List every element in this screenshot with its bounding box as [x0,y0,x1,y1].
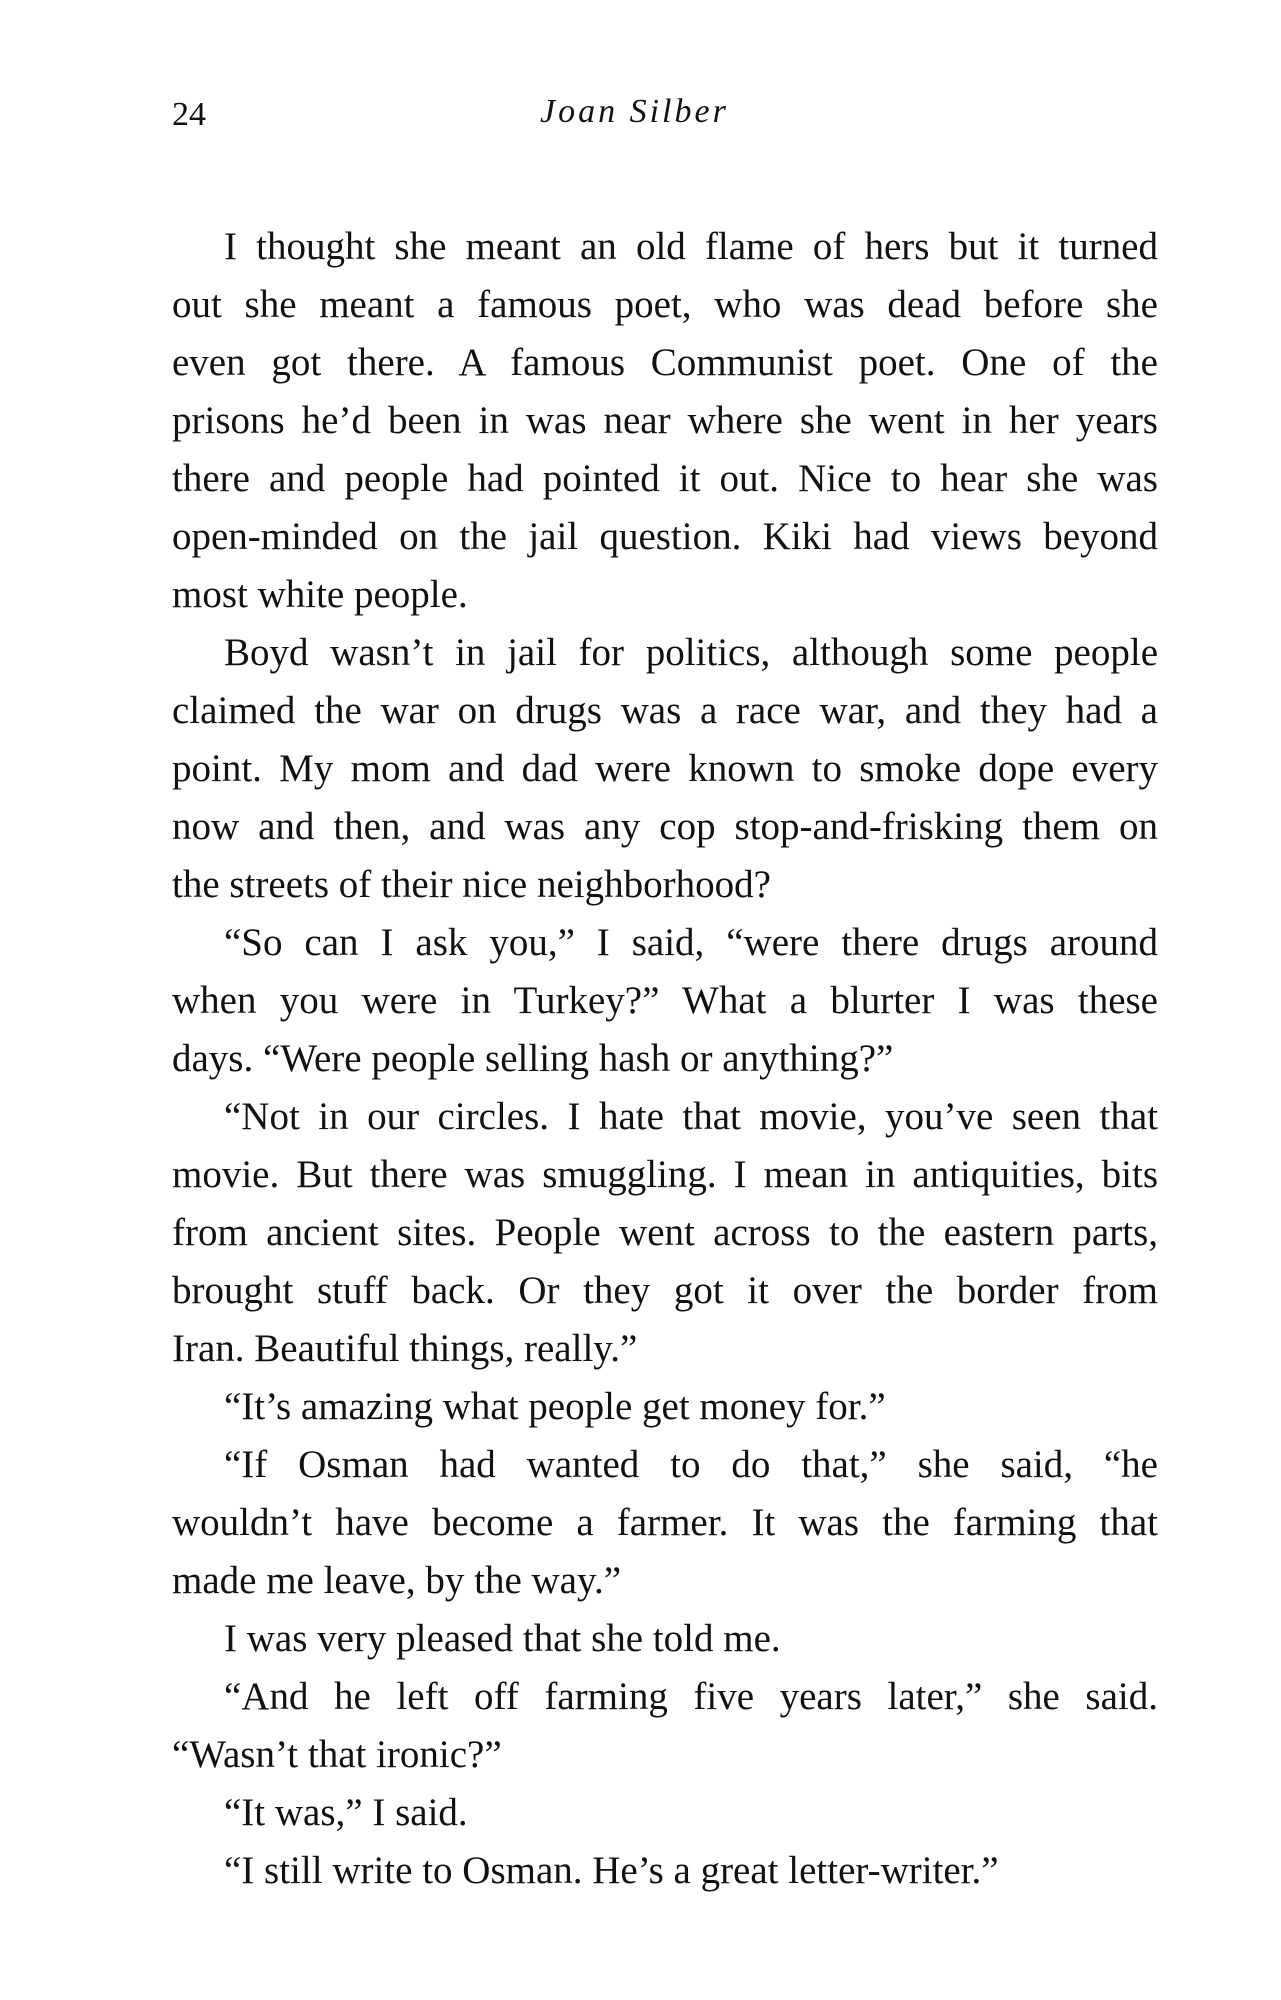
text-line: Iran. Beautiful things, really.” [172,1327,638,1370]
page-number: 24 [172,96,206,133]
text-line: from ancient sites. People went across to the eastern parts, [172,1211,1158,1254]
text-line: claimed the war on drugs was a race war, and they had a [172,689,1158,732]
text-line: days. “Were people selling hash or anything?” [172,1037,894,1080]
text-line: the streets of their nice neighborhood? [172,863,771,906]
text-line: “It was,” I said. [224,1791,468,1834]
text-line: wouldn’t have become a farmer. It was the farming that [172,1501,1158,1544]
text-line: “So can I ask you,” I said, “were there drugs around [224,921,1158,964]
text-line: “Not in our circles. I hate that movie, you’ve seen that [224,1095,1158,1138]
text-line: Boyd wasn’t in jail for politics, although some people [224,631,1158,674]
text-line: “Wasn’t that ironic?” [172,1733,502,1776]
text-line: now and then, and was any cop stop-and-frisking them on [172,805,1158,848]
text-line: I thought she meant an old flame of hers but it turned [224,225,1158,268]
text-line: out she meant a famous poet, who was dead before she [172,283,1158,326]
text-line: movie. But there was smuggling. I mean in antiquities, bits [172,1153,1158,1196]
text-line: even got there. A famous Communist poet. One of the [172,341,1158,384]
text-line: brought stuff back. Or they got it over the border from [172,1269,1158,1312]
text-line: made me leave, by the way.” [172,1559,622,1602]
text-line: “If Osman had wanted to do that,” she said, “he [224,1443,1158,1486]
text-line: point. My mom and dad were known to smoke dope every [172,747,1158,790]
text-line: open-minded on the jail question. Kiki had views beyond [172,515,1158,558]
text-line: when you were in Turkey?” What a blurter I was these [172,979,1158,1022]
text-line: there and people had pointed it out. Nice to hear she was [172,457,1158,500]
text-line: “I still write to Osman. He’s a great letter-writer.” [224,1849,999,1892]
text-line: “It’s amazing what people get money for.” [224,1385,886,1428]
text-line: “And he left off farming five years later,” she said. [224,1675,1158,1718]
body-text [172,218,1158,1900]
text-line: prisons he’d been in was near where she went in her years [172,399,1158,442]
running-head: Joan Silber [540,93,729,130]
text-line: most white people. [172,573,468,616]
text-line: I was very pleased that she told me. [224,1617,781,1660]
